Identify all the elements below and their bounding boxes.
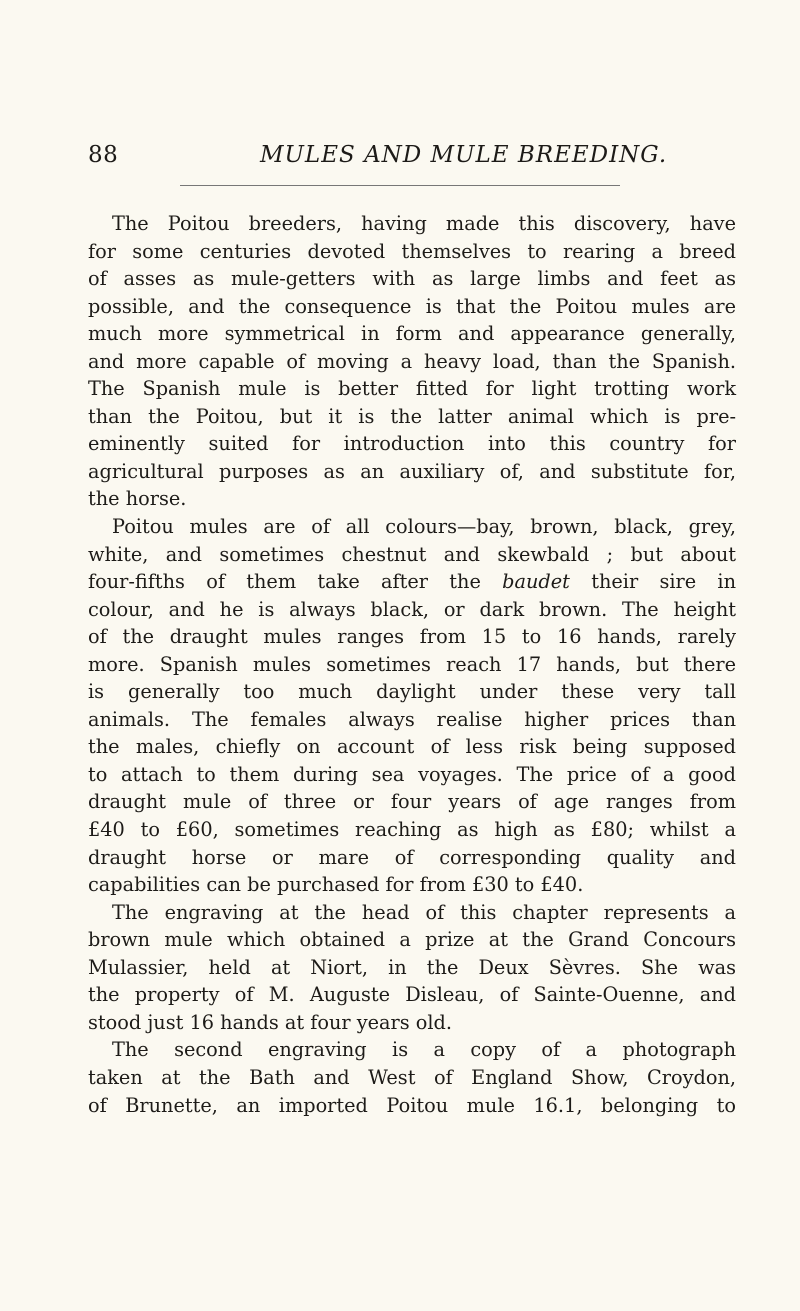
text-line-with-italic	[88, 568, 736, 596]
text-line: possible, and the consequence is that the Poitou mules are	[88, 294, 736, 318]
text-line: of the draught mules ranges from 15 to 16 hands, rarely	[88, 625, 736, 649]
text-segment: four-fifths of them take after the	[88, 570, 481, 594]
text-line: The second engraving is a copy of a photograph	[112, 1038, 736, 1062]
text-line: draught mule of three or four years of age ranges from	[88, 790, 736, 814]
text-line: white, and sometimes chestnut and skewbald ; but about	[88, 542, 736, 566]
text-line: agricultural purposes as an auxiliary of, and substitute for,	[88, 459, 736, 483]
text-line: stood just 16 hands at four years old.	[88, 1010, 453, 1034]
text-line: eminently suited for introduction into this country for	[88, 432, 736, 456]
text-line: The Spanish mule is better fitted for light trotting work	[88, 377, 736, 401]
text-line: Mulassier, held at Niort, in the Deux Sèvres. She was	[88, 955, 736, 979]
text-line: The engraving at the head of this chapter represents a	[112, 900, 736, 924]
text-line: to attach to them during sea voyages. The price of a good	[88, 762, 736, 786]
text-line: taken at the Bath and West of England Show, Croydon,	[88, 1065, 736, 1089]
text-line: The Poitou breeders, having made this discovery, have	[112, 212, 736, 235]
body-text	[88, 210, 736, 1119]
text-line: of asses as mule-getters with as large limbs and feet as	[88, 267, 736, 291]
page-header	[88, 142, 668, 178]
text-line: than the Poitou, but it is the latter animal which is pre-	[88, 404, 736, 428]
text-line: the horse.	[88, 487, 187, 511]
text-line: draught horse or mare of corresponding quality and	[88, 845, 736, 869]
text-line: of Brunette, an imported Poitou mule 16.1, belonging to	[88, 1093, 736, 1117]
text-line: for some centuries devoted themselves to rearing a breed	[88, 239, 736, 263]
text-line: and more capable of moving a heavy load, than the Spanish.	[88, 349, 736, 373]
text-line: Poitou mules are of all colours—bay, brown, black, grey,	[112, 515, 736, 539]
running-title: MULES AND MULE BREEDING.	[260, 142, 668, 168]
text-line: the property of M. Auguste Disleau, of Sainte-Ouenne, and	[88, 983, 736, 1007]
page-number: 88	[88, 142, 119, 168]
text-line: much more symmetrical in form and appearance generally,	[88, 322, 736, 346]
text-segment: their sire in	[591, 570, 736, 594]
text-line: colour, and he is always black, or dark brown. The height	[88, 597, 736, 621]
text-line: is generally too much daylight under these very tall	[88, 680, 736, 704]
text-line: £40 to £60, sometimes reaching as high as £80; whilst a	[88, 818, 736, 842]
header-rule	[180, 185, 620, 186]
text-line: capabilities can be purchased for from £30 to £40.	[88, 873, 584, 897]
text-line: brown mule which obtained a prize at the Grand Concours	[88, 928, 736, 952]
text-line: more. Spanish mules sometimes reach 17 hands, but there	[88, 652, 736, 676]
italic-word: baudet	[502, 570, 570, 594]
text-line: the males, chiefly on account of less risk being supposed	[88, 735, 736, 759]
text-line: animals. The females always realise higher prices than	[88, 707, 736, 731]
